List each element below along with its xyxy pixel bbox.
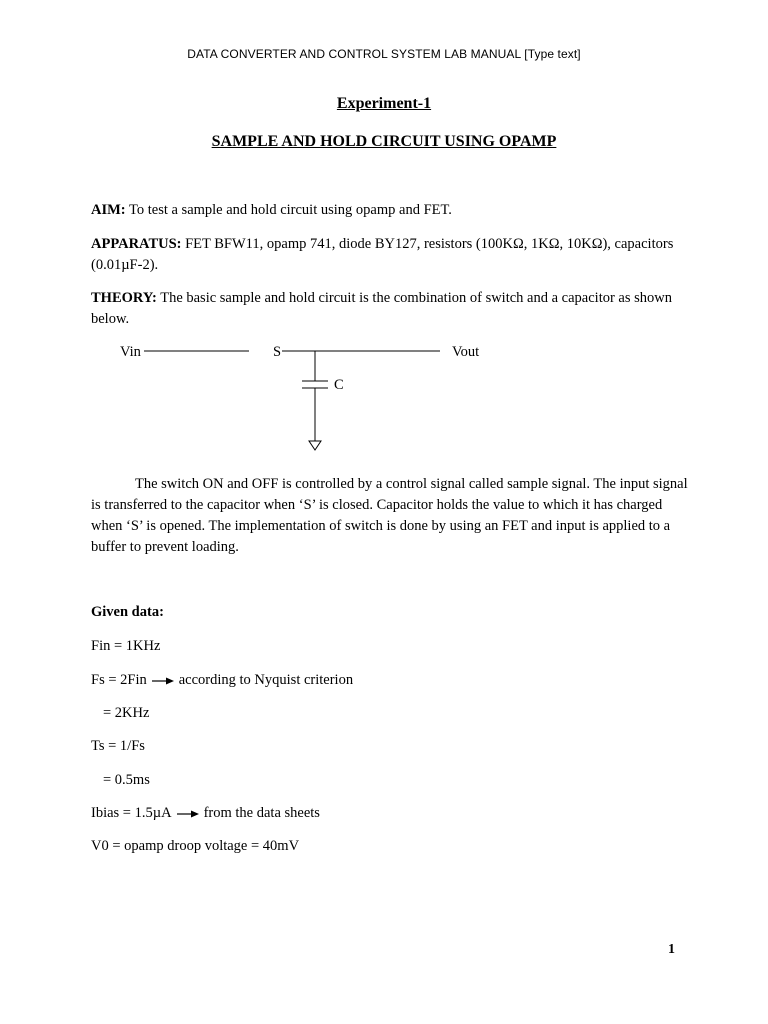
fs-formula: Fs = 2Fin <box>91 672 147 688</box>
running-header: DATA CONVERTER AND CONTROL SYSTEM LAB MANUAL [Type text] <box>187 47 581 61</box>
ground-icon <box>309 441 321 450</box>
right-arrow-icon <box>176 809 200 819</box>
apparatus-paragraph <box>91 234 691 276</box>
given-ts: Ts = 1/Fs <box>91 738 145 754</box>
explanation-paragraph: The switch ON and OFF is controlled by a control signal called sample signal. The input signal is transferred to the capacitor when ‘S’ is closed. Capacitor holds the value to which it has charged when ‘S’ is opened. The implementation of switch is done by using an FET and input is applied to a buffer to prevent loading. <box>91 476 688 555</box>
vout-label: Vout <box>452 344 480 360</box>
theory-text: The basic sample and hold circuit is the combination of switch and a capacitor as shown below. <box>91 290 672 327</box>
given-fs-value: = 2KHz <box>103 705 150 721</box>
theory-paragraph <box>91 288 691 330</box>
aim-text: To test a sample and hold circuit using opamp and FET. <box>125 202 452 218</box>
given-fs <box>91 670 353 690</box>
capacitor-label: C <box>334 377 344 393</box>
aim-label: AIM: <box>91 202 126 218</box>
aim-paragraph <box>91 200 691 221</box>
experiment-subtitle: SAMPLE AND HOLD CIRCUIT USING OPAMP <box>211 133 557 150</box>
fs-note: according to Nyquist criterion <box>178 672 354 688</box>
given-ibias <box>91 803 320 823</box>
right-arrow-icon <box>151 676 175 686</box>
sample-hold-circuit-diagram <box>110 335 510 460</box>
ibias-note: from the data sheets <box>203 805 320 821</box>
page-number: 1 <box>668 942 675 957</box>
theory-label: THEORY: <box>91 290 157 306</box>
given-fin: Fin = 1KHz <box>91 638 161 654</box>
given-data-heading: Given data: <box>91 604 164 620</box>
apparatus-label: APPARATUS: <box>91 236 182 252</box>
vin-label: Vin <box>120 344 141 360</box>
given-ts-value: = 0.5ms <box>103 772 150 788</box>
experiment-title: Experiment-1 <box>336 95 432 112</box>
apparatus-text: FET BFW11, opamp 741, diode BY127, resistors (100KΩ, 1KΩ, 10KΩ), capacitors (0.01µF-2). <box>91 236 674 273</box>
given-v0: V0 = opamp droop voltage = 40mV <box>91 838 300 854</box>
ibias-formula: Ibias = 1.5µA <box>91 805 172 821</box>
switch-label: S <box>273 344 282 360</box>
